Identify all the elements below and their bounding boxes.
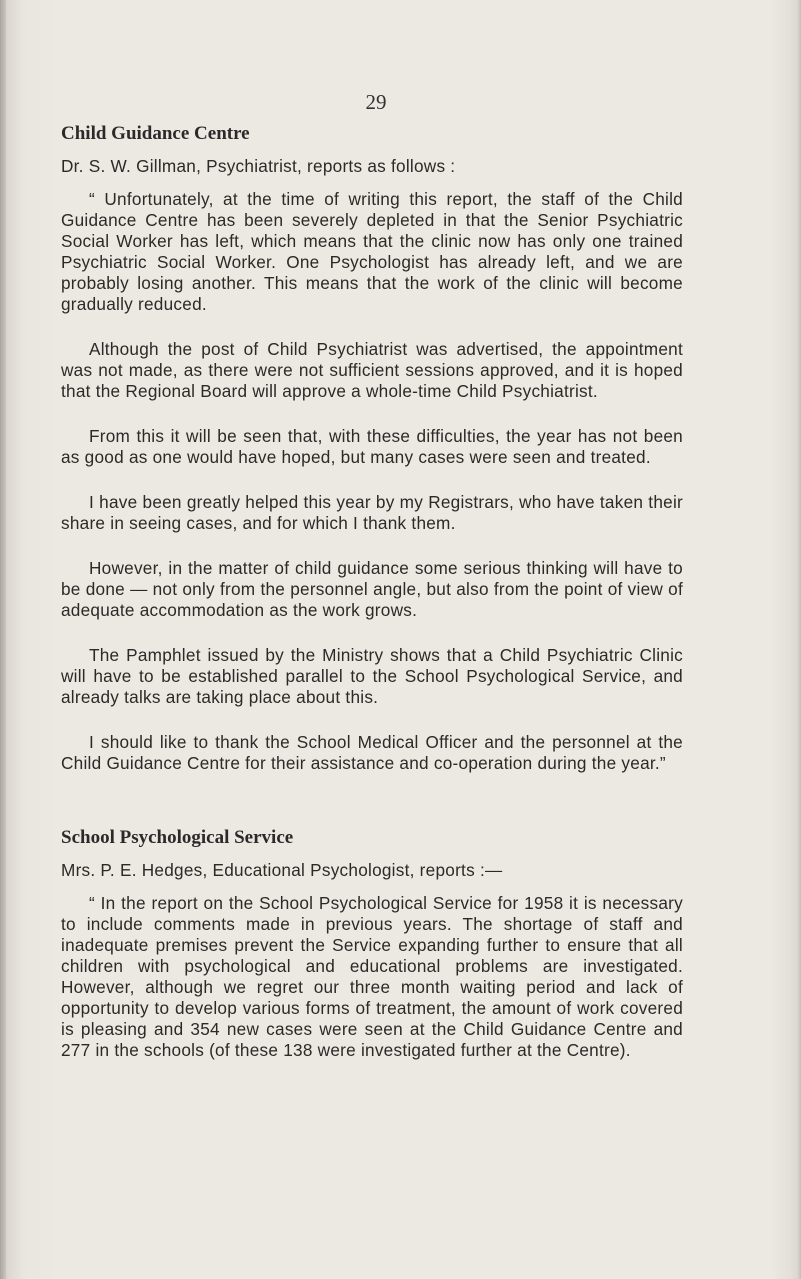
school-psychological-section (61, 826, 683, 1061)
section-heading: School Psychological Service (61, 827, 294, 848)
paragraph: From this it will be seen that, with these difficulties, the year has not been as good as one would have hoped, but many cases were seen and treated. (61, 426, 683, 467)
section-intro: Mrs. P. E. Hedges, Educational Psychologist, reports :— (61, 860, 503, 880)
section-heading: Child Guidance Centre (61, 123, 250, 144)
paragraph: Although the post of Child Psychiatrist was advertised, the appointment was not made, as there were not sufficient sessions approved, and it is hoped that the Regional Board will approve a whole-time Child Psychiatrist. (61, 339, 683, 401)
binding-edge (0, 0, 6, 1279)
paragraph: The Pamphlet issued by the Ministry shows that a Child Psychiatric Clinic will have to be established parallel to the School Psychological Service, and already talks are taking place about this. (61, 645, 683, 707)
document-body (61, 122, 683, 1085)
page-number: 29 (365, 90, 387, 114)
paragraph: “ In the report on the School Psychological Service for 1958 it is necessary to include comments made in previous years. The shortage of staff and inadequate premises prevent the Service expanding further to ensure that all children with psychological and educational problems are investigated. However, although we regret our three month waiting period and lack of opportunity to develop various forms of treatment, the amount of work covered is pleasing and 354 new cases were seen at the Child Guidance Centre and 277 in the schools (of these 138 were investigated further at the Centre). (61, 893, 683, 1060)
paragraph: I have been greatly helped this year by my Registrars, who have taken their share in seeing cases, and for which I thank them. (61, 492, 683, 533)
child-guidance-section (61, 122, 683, 774)
page-edge (797, 0, 801, 1279)
paragraph: “ Unfortunately, at the time of writing this report, the staff of the Child Guidance Centre has been severely depleted in that the Senior Psychiatric Social Worker has left, which means that the clinic now has only one trained Psychiatric Social Worker. One Psychologist has already left, and we are probably losing another. This means that the work of the clinic will become gradually reduced. (61, 189, 683, 314)
paragraph: However, in the matter of child guidance some serious thinking will have to be done — not only from the personnel angle, but also from the point of view of adequate accommodation as the work grows. (61, 558, 683, 620)
section-intro: Dr. S. W. Gillman, Psychiatrist, reports as follows : (61, 156, 456, 176)
paragraph: I should like to thank the School Medical Officer and the personnel at the Child Guidance Centre for their assistance and co-operation during the year.” (61, 732, 683, 773)
